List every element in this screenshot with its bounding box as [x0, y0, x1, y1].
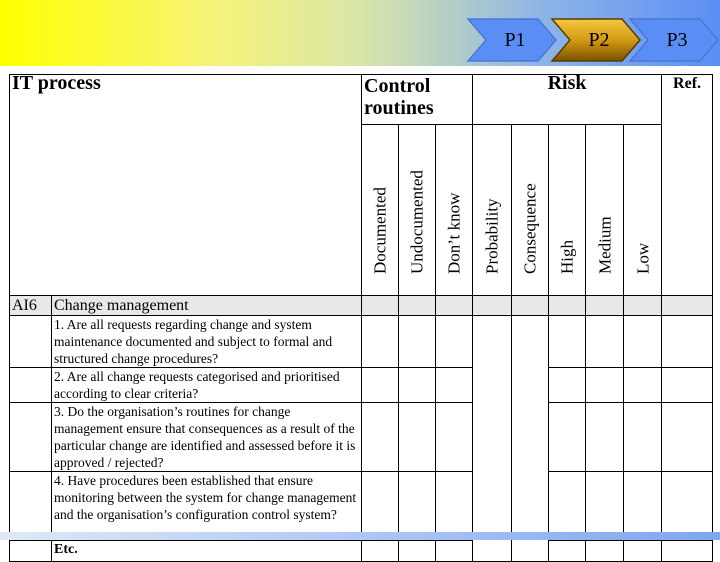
cell-input[interactable] — [362, 472, 399, 541]
col-documented: Documented — [362, 125, 399, 296]
cell-input[interactable] — [399, 403, 436, 472]
cell-input[interactable] — [362, 316, 399, 368]
cell-input[interactable] — [586, 368, 624, 403]
cell-input[interactable] — [399, 541, 436, 562]
cell-input[interactable] — [549, 368, 586, 403]
step-p1-label: P1 — [504, 28, 526, 51]
question-4: 4. Have procedures been established that ensure monitoring between the system for change management and the organisation’s configuration control system? — [52, 472, 362, 541]
cell-input[interactable] — [662, 403, 713, 472]
cell-input[interactable] — [549, 316, 586, 368]
cell-input[interactable] — [436, 316, 473, 368]
step-p3-button[interactable] — [628, 17, 720, 63]
table-row — [10, 368, 713, 403]
question-1: 1. Are all requests regarding change and system maintenance documented and subject to formal and structured change procedures? — [52, 316, 362, 368]
col-low: Low — [624, 125, 662, 296]
cell-input[interactable] — [436, 403, 473, 472]
cell-input[interactable] — [512, 316, 549, 562]
table-row — [10, 403, 713, 472]
cell-input[interactable] — [662, 472, 713, 541]
table-row — [10, 472, 713, 541]
table-row — [10, 541, 713, 562]
col-consequence: Consequence — [512, 125, 549, 296]
cell-input[interactable] — [624, 472, 662, 541]
col-undocumented: Undocumented — [399, 125, 436, 296]
it-process-header: IT process — [10, 75, 362, 296]
cell-input[interactable] — [586, 403, 624, 472]
cell-input[interactable] — [399, 316, 436, 368]
step-p1-button[interactable] — [466, 17, 558, 63]
control-routines-header: Control routines — [362, 75, 473, 125]
cell-input[interactable] — [436, 541, 473, 562]
col-probability: Probability — [473, 125, 512, 296]
cell-input[interactable] — [399, 472, 436, 541]
question-3: 3. Do the organisation’s routines for change management ensure that consequences as a result of the particular change are identified and assessed before it is approved / rejected? — [52, 403, 362, 472]
cell-input[interactable] — [624, 541, 662, 562]
etc-label: Etc. — [52, 541, 362, 562]
col-medium: Medium — [586, 125, 624, 296]
cell-input[interactable] — [436, 472, 473, 541]
cell-input[interactable] — [662, 316, 713, 368]
cell-input[interactable] — [473, 316, 512, 562]
cell-input[interactable] — [549, 541, 586, 562]
step-p2-label: P2 — [588, 28, 610, 51]
cell-input[interactable] — [549, 403, 586, 472]
cell-input[interactable] — [436, 368, 473, 403]
ref-header: Ref. — [662, 75, 713, 296]
col-dont-know: Don’t know — [436, 125, 473, 296]
cell-input[interactable] — [399, 368, 436, 403]
cell-input[interactable] — [624, 368, 662, 403]
risk-header: Risk — [473, 75, 662, 125]
cell-input[interactable] — [362, 368, 399, 403]
cell-input[interactable] — [586, 316, 624, 368]
risk-assessment-table — [9, 72, 712, 557]
question-2: 2. Are all change requests categorised and prioritised according to clear criteria? — [52, 368, 362, 403]
section-code: AI6 — [10, 296, 52, 316]
table-row — [10, 316, 713, 368]
footer-bar — [0, 532, 720, 540]
cell-input[interactable] — [662, 368, 713, 403]
col-high: High — [549, 125, 586, 296]
cell-input[interactable] — [362, 403, 399, 472]
step-p3-label: P3 — [666, 28, 688, 51]
cell-input[interactable] — [624, 403, 662, 472]
cell-input[interactable] — [362, 541, 399, 562]
cell-input[interactable] — [662, 541, 713, 562]
cell-input[interactable] — [549, 472, 586, 541]
section-title: Change management — [52, 296, 362, 316]
cell-input[interactable] — [624, 316, 662, 368]
cell-input[interactable] — [586, 472, 624, 541]
cell-input[interactable] — [586, 541, 624, 562]
